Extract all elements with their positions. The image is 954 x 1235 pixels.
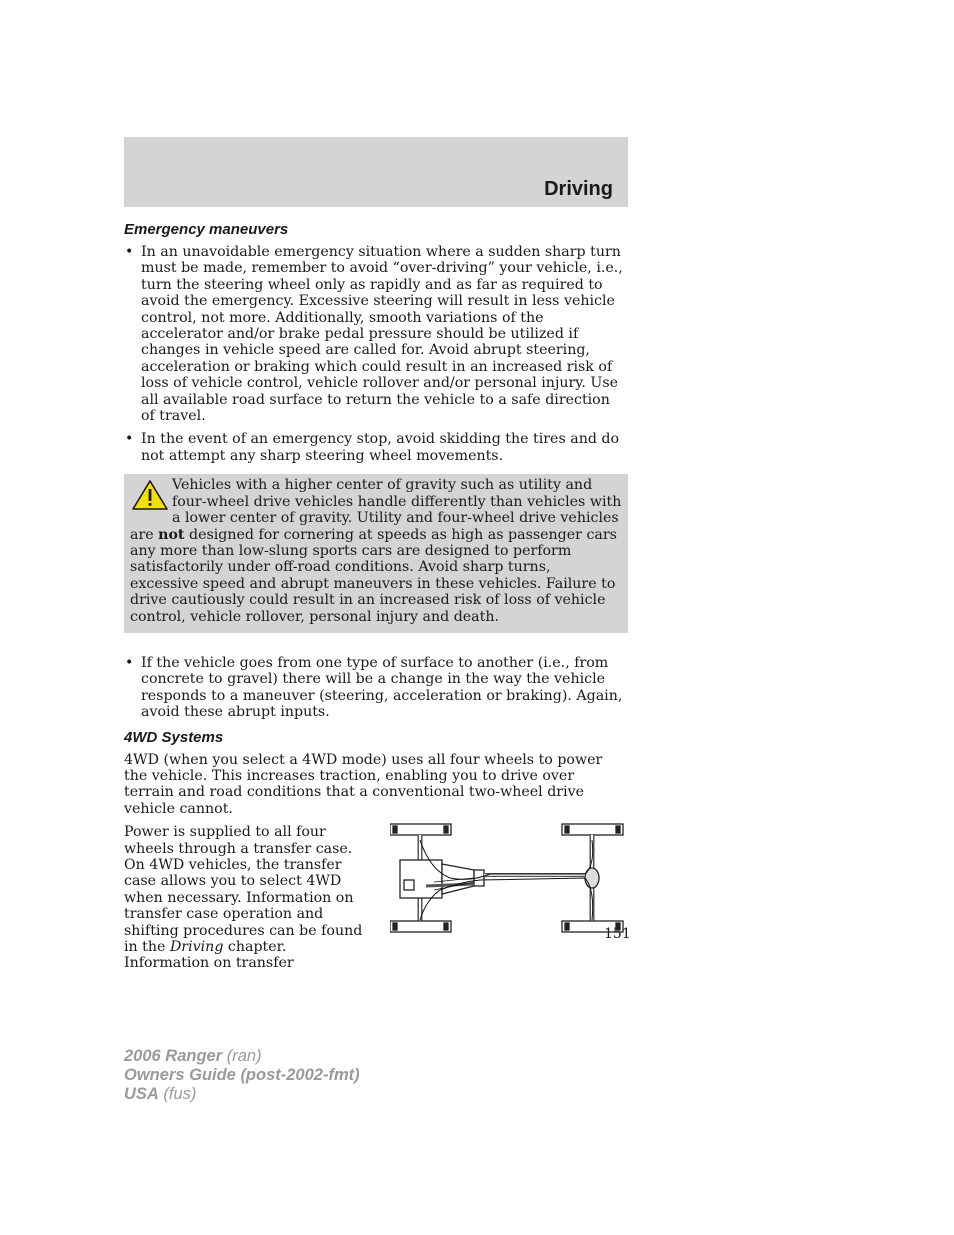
driving-chapter-reference: Driving — [169, 939, 224, 956]
list-item: • If the vehicle goes from one type of surface to another (i.e., from concrete to gravel) there will be a change in the way the vehicle responds to a maneuver (steering, acceleration or braking). Again, avoid these abrupt inputs. — [125, 654, 623, 721]
4wd-systems-heading: 4WD Systems — [124, 728, 224, 746]
list-item: • In the event of an emergency stop, avoid skidding the tires and do not attempt any sharp steering wheel movements. — [125, 431, 620, 464]
bullet-dot: • — [125, 431, 134, 448]
footer-line-2: Owners Guide (post-2002-fmt) — [124, 1066, 360, 1084]
bullet-dot: • — [125, 244, 134, 260]
warning-emphasis: not — [158, 526, 185, 543]
warning-box — [124, 474, 628, 633]
surface-bullet-list — [124, 655, 628, 721]
emergency-bullet-list — [124, 244, 628, 464]
emergency-maneuvers-heading: Emergency maneuvers — [124, 221, 289, 238]
bullet-dot: • — [125, 654, 134, 671]
footer-line-1: 2006 Ranger (ran) — [124, 1047, 262, 1065]
section-title: Driving — [544, 178, 613, 200]
page-content — [124, 220, 628, 972]
footer-line-3: USA (fus) — [124, 1085, 197, 1103]
transfer-case-paragraph: Power is supplied to all four wheels through a transfer case. On 4WD vehicles, the transfer case allows you to select 4WD when necessary. Information on transfer case operation and shifting procedures can be found in the Driving chapter. Information on transfer — [124, 824, 363, 972]
4wd-intro-paragraph: 4WD (when you select a 4WD mode) uses all four wheels to power the vehicle. This increases traction, enabling you to drive over terrain and road conditions that a conventional two-wheel drive vehicle cannot. — [124, 751, 603, 817]
page-number: 151 — [604, 926, 631, 942]
4wd-drivetrain-diagram — [390, 820, 628, 940]
transfer-case-section — [124, 824, 628, 972]
header-band — [124, 137, 628, 207]
document-footer — [124, 1047, 360, 1104]
warning-triangle-icon — [130, 478, 170, 512]
list-item: • In an unavoidable emergency situation where a sudden sharp turn must be made, remember to avoid “over-driving” your vehicle, i.e., turn the steering wheel only as rapidly and as far as required to avoid the emergency. Excessive steering will result in less vehicle control, not more. Additionally, smooth variations of the accelerator and/or brake pedal pressure should be utilized if changes in vehicle speed are called for. Avoid abrupt steering, acceleration or braking which could result in an increased risk of loss of vehicle control, vehicle rollover and/or personal injury. Use all available road surface to return the vehicle to a safe direction of travel. — [125, 244, 623, 425]
warning-text: Vehicles with a higher center of gravity such as utility and four-wheel drive vehicles handle differently than vehicles with a lower center of gravity. Utility and four-wheel drive vehicles are not designed for cornering at speeds as high as passenger cars any more than low-slung sports cars are designed to perform satisfactorily under off-road conditions. Avoid sharp turns, excessive speed and abrupt maneuvers in these vehicles. Failure to drive cautiously could result in an increased risk of loss of vehicle control, vehicle rollover, personal injury and death. — [130, 477, 622, 625]
